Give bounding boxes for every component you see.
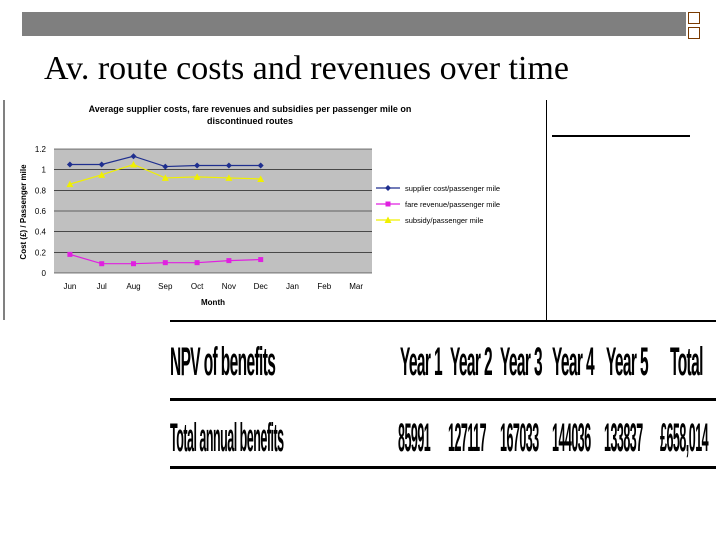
x-tick-label: Jun <box>63 282 77 291</box>
y-tick-label: 1.2 <box>34 145 46 154</box>
x-tick-label: Jul <box>96 282 107 291</box>
data-point <box>131 261 136 266</box>
line-chart <box>0 100 548 322</box>
npv-row-label: NPV of benefits <box>170 340 276 385</box>
divider-short <box>552 135 690 137</box>
x-tick-label: Mar <box>349 282 363 291</box>
x-axis-label: Month <box>201 298 225 307</box>
table-value: 144036 <box>552 416 591 461</box>
chart-area <box>0 100 548 327</box>
x-tick-label: Aug <box>126 282 141 291</box>
x-tick-label: Dec <box>253 282 268 291</box>
y-tick-label: 0 <box>41 269 46 278</box>
chart-title-line-2: discontinued routes <box>206 116 294 126</box>
table-value: 133837 <box>604 416 643 461</box>
data-point <box>386 202 391 207</box>
data-point <box>258 257 263 262</box>
data-point <box>99 261 104 266</box>
title-decoration-bar <box>22 12 686 36</box>
x-tick-label: Feb <box>317 282 332 291</box>
table-value: 85991 <box>398 416 431 461</box>
slide-title: Av. route costs and revenues over time <box>44 50 569 87</box>
data-point <box>226 258 231 263</box>
table-header: Year 2 <box>450 340 492 385</box>
table-value: 127117 <box>448 416 487 461</box>
legend-label: fare revenue/passenger mile <box>405 200 501 209</box>
decoration-box <box>688 12 700 24</box>
table-header: Year 4 <box>552 340 594 385</box>
table-header: Total <box>670 340 703 385</box>
y-tick-label: 0.8 <box>34 186 46 196</box>
y-tick-label: 0.6 <box>34 207 46 216</box>
benefits-row-label: Total annual benefits <box>170 416 284 461</box>
data-point <box>195 260 200 265</box>
decoration-box <box>688 27 700 39</box>
table-value: 167033 <box>500 416 539 461</box>
table-header: Year 1 <box>400 340 442 385</box>
x-tick-label: Sep <box>158 282 173 291</box>
table-value: £658,014 <box>660 416 709 461</box>
x-tick-label: Nov <box>221 282 237 291</box>
table-header: Year 5 <box>606 340 648 385</box>
table-rule <box>170 398 716 401</box>
y-tick-label: 1 <box>41 165 46 175</box>
table-rule <box>170 320 716 322</box>
data-point <box>163 260 168 265</box>
x-tick-label: Jan <box>286 282 299 291</box>
divider-vertical <box>546 100 547 322</box>
data-point <box>67 252 72 257</box>
y-tick-label: 0.4 <box>34 227 46 237</box>
table-header: Year 3 <box>500 340 542 385</box>
legend-label: subsidy/passenger mile <box>405 216 484 225</box>
y-axis-label: Cost (£) / Passenger mile <box>19 164 28 260</box>
y-tick-label: 0.2 <box>34 248 46 258</box>
chart-title-line-1: Average supplier costs, fare revenues and subsidies per passenger mile on <box>88 104 412 114</box>
x-tick-label: Oct <box>190 282 204 291</box>
table-rule <box>170 466 716 469</box>
legend-label: supplier cost/passenger mile <box>405 184 501 193</box>
